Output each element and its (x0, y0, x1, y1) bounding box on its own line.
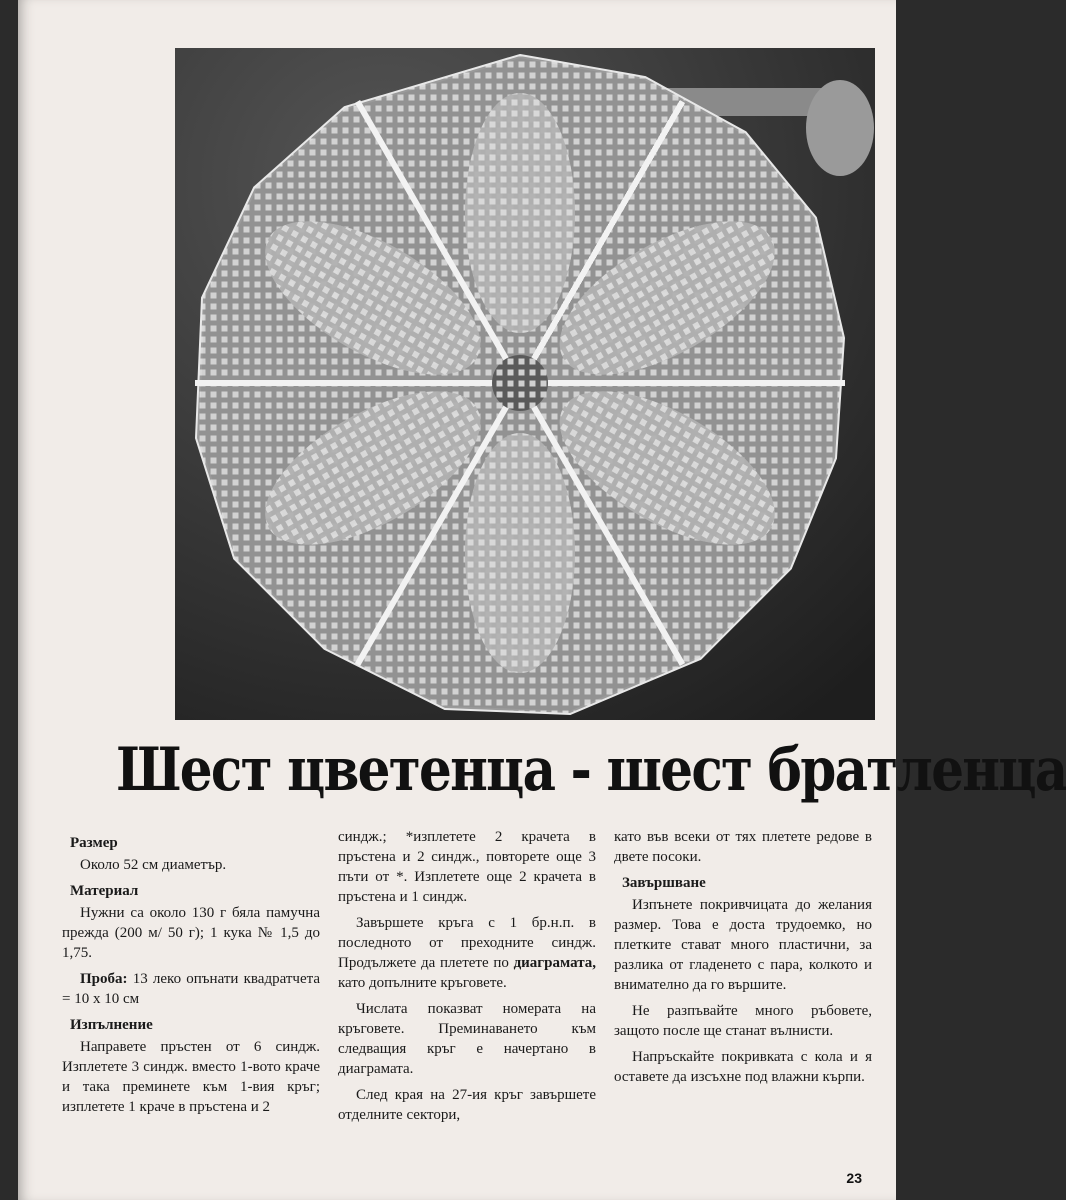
column-2 (338, 827, 596, 1167)
col2-p2-start: Завършете кръга с 1 бр.н.п. в последното от преходните синдж. Продължете да плетете по (338, 915, 596, 971)
col3-paragraph-4: Напръскайте покривката с кола и я оставете да изсъхне под влажни кърпи. (614, 1049, 872, 1085)
diagram-word: диаграмата, (513, 955, 596, 971)
execution-heading: Изпълнение (70, 1017, 153, 1033)
gauge-heading: Проба: (80, 971, 128, 987)
page-number: 23 (846, 1170, 862, 1186)
col3-paragraph-3: Не разпъвайте много ръбовете, защото после ще станат вълнисти. (614, 1003, 872, 1039)
col2-p2-end: като допълните кръговете. (338, 975, 507, 991)
article-title: Шест цветенца - шест братленца (116, 735, 1066, 805)
gauge-text: 13 леко опънати квадратчета = 10 х 10 см (62, 971, 320, 1007)
article-body (62, 827, 872, 1167)
col3-paragraph-2: Изпънете покривчицата до желания размер. Това е доста трудоемко, но плетките стават много пластични, за разлика от гладенето с пара, колкото и внимателно да го вършите. (614, 897, 872, 993)
col2-paragraph-4: След края на 27-ия кръг завършете отделните сектори, (338, 1087, 596, 1123)
col2-paragraph-2 (338, 913, 596, 993)
col2-paragraph-1: синдж.; *изплетете 2 крачета в пръстена и 2 синдж., повторете още 3 пъти от *. Изплетете още 2 крачета в пръстена и 1 синдж. (338, 829, 596, 905)
column-1 (62, 827, 320, 1167)
execution-text: Направете пръстен от 6 синдж. Изплетете 3 синдж. вместо 1-вото краче и така преминете към 1-вия кръг; изплетете 1 краче в пръстена и 2 (62, 1039, 320, 1115)
material-heading: Материал (70, 883, 139, 899)
size-text: Около 52 см диаметър. (80, 857, 227, 873)
col2-paragraph-3: Числата показват номерата на кръговете. Преминаването към следващия кръг е начертано в диаграмата. (338, 1001, 596, 1077)
magazine-page (18, 0, 1066, 1200)
size-heading: Размер (70, 835, 118, 851)
doily-photo-art (175, 48, 875, 720)
material-text: Нужни са около 130 г бяла памучна прежда (200 м/ 50 г); 1 кука № 1,5 до 1,75. (62, 905, 320, 961)
gauge-paragraph (62, 969, 320, 1009)
col3-paragraph-1: като във всеки от тях плетете редове в двете посоки. (614, 829, 872, 865)
column-3 (614, 827, 872, 1167)
finish-heading: Завършване (622, 875, 706, 891)
doily-photo (175, 48, 875, 720)
